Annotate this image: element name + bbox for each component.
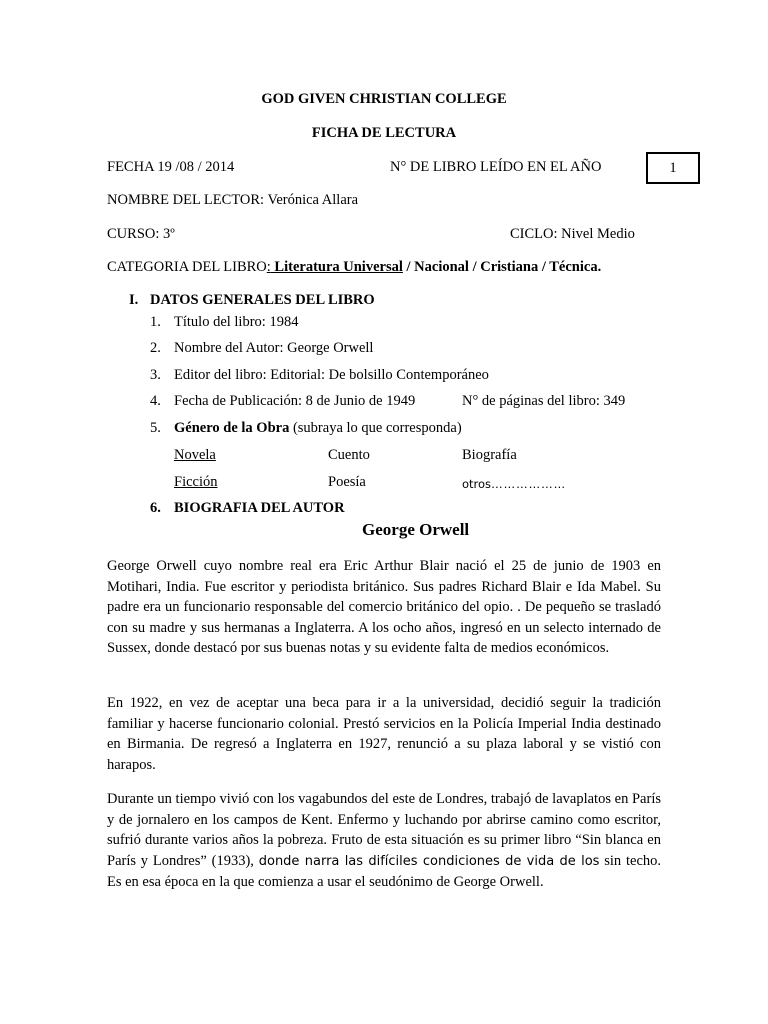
- section-numeral: I.: [129, 292, 139, 308]
- item-number: 5.: [150, 420, 161, 436]
- categoria-field: [107, 259, 601, 276]
- item-genero: [174, 420, 462, 437]
- libro-ano-box: [646, 152, 700, 184]
- lector-field: NOMBRE DEL LECTOR: Verónica Allara: [107, 192, 359, 208]
- item-number: 4.: [150, 393, 161, 409]
- genre-poesia: Poesía: [328, 474, 366, 490]
- item-number: 3.: [150, 367, 161, 383]
- biography-paragraph: En 1922, en vez de aceptar una beca para ir a la universidad, decidió seguir la tradición familiar y hacerse funcionario colonial. Prestó servicios en la Policía Imperial India destinado en Birmania. De regresó a Inglaterra en 1927, renunció a su plaza laboral y se vistió con harapos.: [107, 695, 661, 773]
- categoria-colon: :: [266, 259, 271, 275]
- genre-cuento: Cuento: [328, 447, 370, 463]
- item-editor: Editor del libro: Editorial: De bolsillo Contemporáneo: [174, 367, 489, 383]
- item-paginas: N° de páginas del libro: 349: [462, 393, 626, 409]
- item-autor: Nombre del Autor: George Orwell: [174, 340, 374, 356]
- ciclo-field: CICLO: Nivel Medio: [510, 226, 635, 242]
- genre-otros-dots: ………………: [491, 477, 567, 491]
- item-fecha-publicacion: Fecha de Publicación: 8 de Junio de 1949: [174, 393, 416, 409]
- genre-otros-label: otros: [462, 477, 492, 491]
- item-number: 2.: [150, 340, 161, 356]
- biography-heading: George Orwell: [362, 520, 470, 539]
- fecha-field: FECHA 19 /08 / 2014: [107, 159, 235, 175]
- item-titulo: Título del libro: 1984: [174, 314, 299, 330]
- biography-paragraph: [107, 789, 661, 893]
- genero-instruction: (subraya lo que corresponda): [289, 420, 462, 436]
- biography-text: Durante un tiempo vivió con los vagabundos del este de Londres, trabajó de lavaplatos en París y de jornalero en los campos de Kent. Enfermo y luchando por abrirse camino como escritor, sufrió durante varios años la pobreza. Fruto de esta situación es su primer libro “Sin blanca en París y Londres” (1933),: [107, 791, 661, 869]
- libro-ano-label: N° DE LIBRO LEÍDO EN EL AÑO: [390, 159, 602, 175]
- section-title: DATOS GENERALES DEL LIBRO: [150, 292, 375, 308]
- item-biografia-title: BIOGRAFIA DEL AUTOR: [174, 500, 345, 516]
- categoria-selected: Literatura Universal: [270, 259, 403, 275]
- item-number: 6.: [150, 500, 161, 516]
- college-name: GOD GIVEN CHRISTIAN COLLEGE: [261, 91, 507, 107]
- genre-ficcion: Ficción: [174, 474, 218, 490]
- biography-text-alt-font: donde narra las difíciles condiciones de vida de los: [258, 853, 600, 869]
- genre-otros: [462, 476, 566, 493]
- item-number: 1.: [150, 314, 161, 330]
- categoria-options: / Nacional / Cristiana / Técnica.: [402, 259, 602, 275]
- genero-label: Género de la Obra: [174, 420, 290, 436]
- curso-field: CURSO: 3º: [107, 226, 175, 242]
- genre-biografia: Biografía: [462, 447, 517, 463]
- biography-paragraph: George Orwell cuyo nombre real era Eric Arthur Blair nació el 25 de junio de 1903 en Motihari, India. Fue escritor y periodista británico. Sus padres Richard Blair e Ida Mabel. Su padre era un funcionario responsable del comercio británico del opio. . De pequeño se trasladó con su madre y sus hermanas a Inglaterra. A los ocho años, ingresó en un selecto internado de Sussex, donde destacó por sus buenas notas y su evidente falta de medios económicos.: [107, 558, 661, 656]
- genre-novela: Novela: [174, 447, 216, 463]
- libro-ano-value: 1: [669, 160, 677, 176]
- biography-text: sin techo. Es en esa época en la que comienza a usar el seudónimo de George Orwell.: [107, 852, 662, 890]
- form-title: FICHA DE LECTURA: [311, 125, 457, 141]
- categoria-label: CATEGORIA DEL LIBRO: [107, 259, 267, 275]
